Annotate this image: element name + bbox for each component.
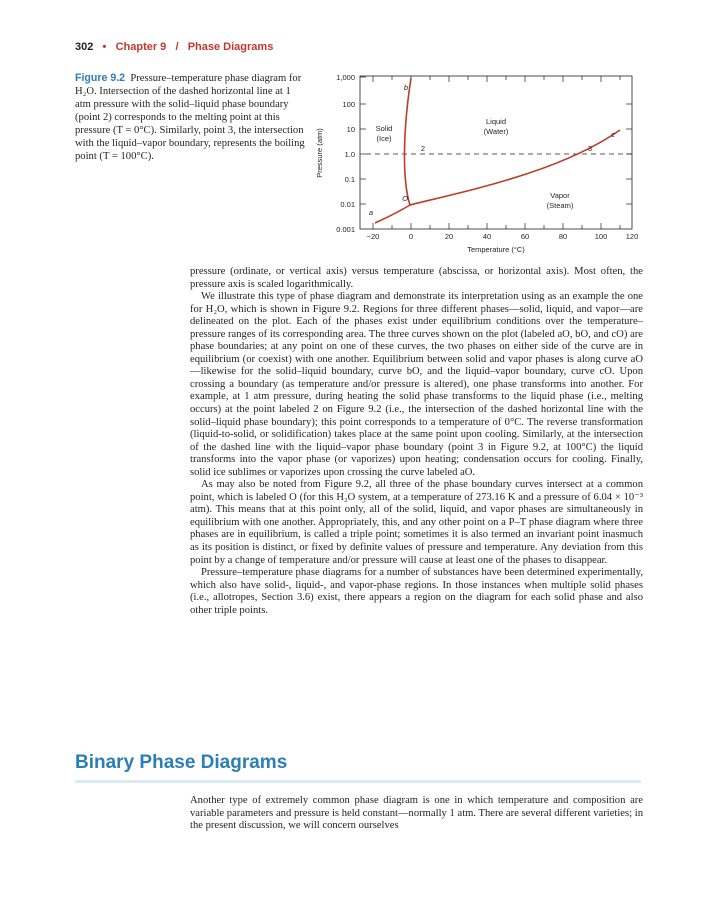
y-tick-label: 0.001 bbox=[336, 225, 355, 234]
running-header bbox=[75, 41, 273, 53]
x-tick-label: 0 bbox=[408, 232, 414, 241]
x-tick-marks bbox=[373, 76, 620, 229]
point-2-label: 2 bbox=[420, 144, 426, 153]
figure-caption-text: Pressure–temperature phase diagram for H₂O. Intersection of the dashed horizontal line at 1 atm pressure with the solid–liquid phase boundary (point 2) corresponds to the melting point at this pressure (T = 0°C). Similarly, point 3, the intersection with the liquid–vapor boundary, represents the boiling point (T = 100°C). bbox=[75, 73, 305, 162]
point-3-label: 3 bbox=[587, 144, 593, 153]
boundary-curve-bO bbox=[404, 78, 411, 205]
figure-label: Figure 9.2 bbox=[75, 72, 126, 84]
y-tick-label: 1.0 bbox=[344, 150, 355, 159]
body-text bbox=[190, 266, 643, 617]
x-tick-label: 100 bbox=[594, 232, 608, 241]
liquid-region-label: Liquid bbox=[485, 117, 507, 126]
chapter-label: Chapter 9 bbox=[115, 41, 167, 53]
triple-point-O-label: O bbox=[402, 194, 408, 203]
y-tick-label: 1,000 bbox=[336, 73, 355, 82]
section-heading: Binary Phase Diagrams bbox=[75, 752, 288, 773]
header-slash: / bbox=[175, 41, 179, 53]
y-tick-label: 10 bbox=[346, 125, 355, 134]
x-axis-title: Temperature (°C) bbox=[467, 245, 525, 254]
x-tick-label: 20 bbox=[444, 232, 454, 241]
x-tick-label: 120 bbox=[625, 232, 639, 241]
paragraph: As may also be noted from Figure 9.2, all three of the phase boundary curves intersect at a common point, which is labeled O (for this H₂O system, at a temperature of 273.16 K and a pressure of 6.04 × 10⁻³ atm). This means that at this point only, all of the solid, liquid, and vapor phases are simultaneously in equilibrium with one another. Appropriately, this, and any other point on a P–T phase diagram where three phases are in equilibrium, is called a triple point; sometimes it is also termed an invariant point inasmuch as its position is distinct, or fixed by definite values of pressure and temperature. Any deviation from this point by a change of temperature and/or pressure will cause at least one of the phases to disappear. bbox=[190, 479, 643, 566]
x-tick-label: 40 bbox=[482, 232, 492, 241]
section-heading-rule bbox=[75, 780, 641, 783]
section-body-text bbox=[190, 795, 643, 833]
y-tick-label: 100 bbox=[342, 100, 355, 109]
solid-region-label: Solid bbox=[375, 124, 393, 133]
x-tick-label: 80 bbox=[558, 232, 568, 241]
x-tick-label: −20 bbox=[366, 232, 380, 241]
figure-caption bbox=[75, 72, 307, 163]
page-number: 302 bbox=[75, 41, 94, 53]
paragraph: Another type of extremely common phase diagram is one in which temperature and composition are variable parameters and pressure is held constant—normally 1 atm. There are several different varieties; in the present discussion, we will concern ourselves bbox=[190, 795, 643, 832]
y-tick-label: 0.1 bbox=[344, 175, 355, 184]
paragraph: We illustrate this type of phase diagram and demonstrate its interpretation using as an example the one for H₂O, which is shown in Figure 9.2. Regions for three different phases—solid, liquid, and vapor—are delineated on the plot. Each of the phases exist under equilibrium conditions over the temperature–pressure ranges of its corresponding area. The three curves shown on the plot (labeled aO, bO, and cO) are phase boundaries; at any point on one of these curves, the two phases on either side of the curve are in equilibrium (or coexist) with one another. Equilibrium between solid and vapor phases is along curve aO—likewise for the solid–liquid boundary, curve bO, and the liquid–vapor boundary, curve cO. Upon crossing a boundary (as temperature and/or pressure is altered), one phase transforms into another. For example, at 1 atm pressure, during heating the solid phase transforms to the liquid phase (i.e., melting occurs) at the point labeled 2 on Figure 9.2 (i.e., the intersection of the dashed horizontal line with the solid–liquid phase boundary); this point corresponds to a temperature of 0°C. The reverse transformation (liquid-to-solid, or solidification) takes place at the same point upon cooling. Similarly, at the intersection of the dashed line with the liquid–vapor phase boundary (point 3 in Figure 9.2, at 100°C) the liquid transforms into the vapor phase (or vaporizes) upon heating; condensation occurs for cooling. Finally, solid ice sublimes or vaporizes upon crossing the curve labeled aO. bbox=[190, 291, 643, 478]
paragraph: pressure (ordinate, or vertical axis) versus temperature (abscissa, or horizontal axis). Most often, the pressure axis is scaled logarithmically. bbox=[190, 266, 643, 290]
x-tick-label: 60 bbox=[520, 232, 530, 241]
boundary-curve-aO bbox=[375, 205, 410, 223]
point-b-label: b bbox=[403, 83, 409, 92]
y-axis-title: Pressure (atm) bbox=[315, 128, 324, 178]
vapor-region-sublabel: (Steam) bbox=[546, 201, 574, 210]
chapter-title: Phase Diagrams bbox=[187, 41, 274, 53]
boundary-curve-cO bbox=[410, 130, 620, 205]
liquid-region-sublabel: (Water) bbox=[483, 127, 509, 136]
point-a-label: a bbox=[368, 208, 374, 217]
header-separator-dot: • bbox=[102, 41, 107, 53]
phase-diagram-figure bbox=[300, 64, 650, 264]
paragraph: Pressure–temperature phase diagrams for a number of substances have been determined experimentally, which also have solid-, liquid-, and vapor-phase regions. In those instances when multiple solid phases (i.e., allotropes, Section 3.6) exist, there appears a region on the diagram for each solid phase and also other triple points. bbox=[190, 567, 643, 616]
vapor-region-label: Vapor bbox=[550, 191, 570, 200]
y-tick-label: 0.01 bbox=[340, 200, 355, 209]
solid-region-sublabel: (Ice) bbox=[376, 134, 392, 143]
point-c-label: c bbox=[611, 130, 615, 139]
y-tick-marks bbox=[360, 77, 632, 204]
